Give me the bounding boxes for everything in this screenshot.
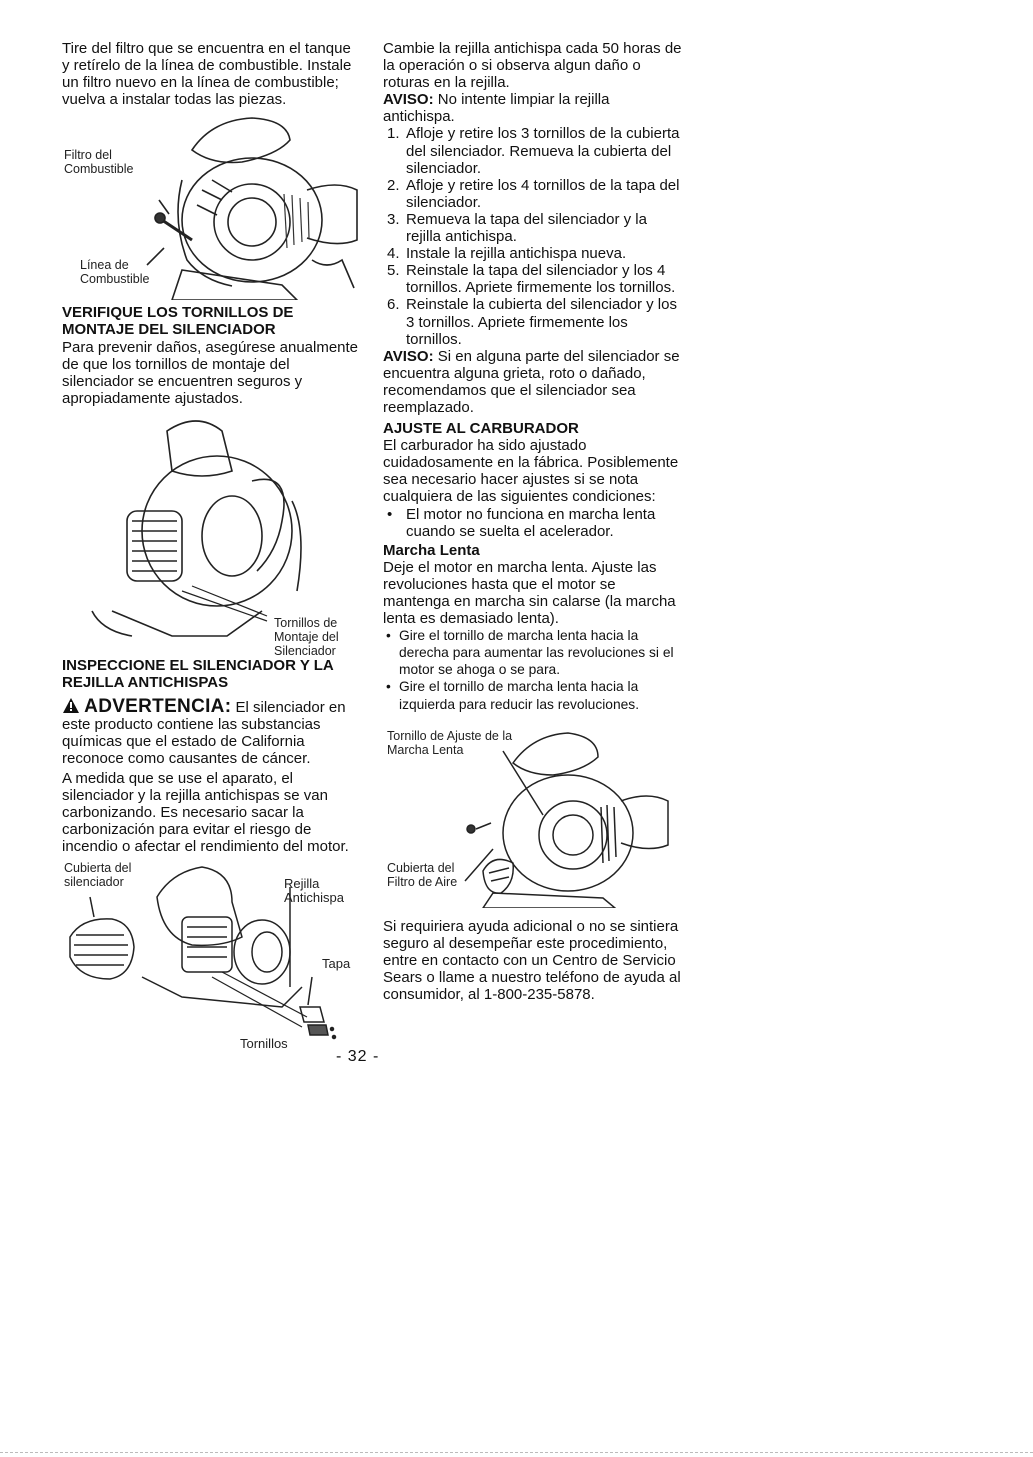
carburetor-paragraph: El carburador ha sido ajustado cuidadosamente en la fábrica. Posiblemente sea necesario hacer ajustes si se nota cualquiera de las siguientes condiciones: — [383, 437, 679, 506]
warning-title: ADVERTENCIA: — [84, 696, 232, 718]
list-item: 1. Afloje y retire los 3 tornillos de la cubierta del silenciador. Remueva la cubierta del silenciador. — [387, 125, 680, 177]
carbon-buildup-paragraph: A medida que se use el aparato, el silenciador y la rejilla antichispas se van carbonizando. Es necesario sacar la carbonización para evitar el riesgo de incendio o afectar el rendimiento del motor. — [62, 769, 349, 855]
check-muffler-screws-heading: VERIFIQUE LOS TORNILLOS DE MONTAJE DEL SILENCIADOR — [62, 304, 294, 339]
inspect-muffler-heading: INSPECCIONE EL SILENCIADOR Y LA REJILLA ANTICHISPAS — [62, 656, 334, 692]
fuel-filter-paragraph: Tire del filtro que se encuentra en el tanque y retírelo de la línea de combustible. Instale un filtro nuevo en la línea de combustible; vuelva a instalar todas las piezas. — [62, 40, 352, 109]
fuel-line-label: Línea de Combustible — [80, 258, 150, 287]
muffler-mounting-screws-label: Tornillos de Montaje del Silenciador — [274, 615, 339, 658]
notice-1-text: No intente limpiar la rejilla antichispa. — [383, 91, 610, 126]
list-item: • Gire el tornillo de marcha lenta hacia la izquierda para reducir las revoluciones. — [386, 679, 640, 712]
list-item: 2. Afloje y retire los 4 tornillos de la tapa del silenciador. — [387, 176, 680, 211]
idle-paragraph: Deje el motor en marcha lenta. Ajuste las revoluciones hasta que el motor se mantenga en marcha sin calarse (la marcha lenta es demasiado lenta). — [383, 558, 676, 628]
page-number: - 32 - — [336, 1048, 380, 1065]
list-item: 5. Reinstale la tapa del silenciador y los 4 tornillos. Apriete firmemente los tornillos. — [387, 262, 676, 297]
muffler-screws-illustration — [62, 411, 362, 651]
fuel-filter-label: Filtro del Combustible — [64, 148, 134, 177]
help-paragraph: Si requiriera ayuda adicional o no se sintiera seguro al desempeñar este procedimiento, entre en contacto con un Centro de Servicio Sears o llame a nuestro teléfono de ayuda al consumidor, al 1-800-235-5878. — [383, 917, 681, 1004]
carburetor-heading: AJUSTE AL CARBURADOR — [383, 420, 579, 438]
idle-adjust-list — [383, 627, 683, 712]
muffler-steps-list — [383, 125, 683, 347]
screws-label: Tornillos — [240, 1035, 288, 1051]
fuel-filter-figure — [62, 110, 362, 300]
warning-text: El silenciador en este producto contiene las substancias químicas que el estado de California reconoce como causantes de cáncer. — [62, 699, 346, 768]
idle-screw-figure — [383, 723, 683, 908]
idle-heading: Marcha Lenta — [383, 541, 480, 559]
notice-2-text: Si en alguna parte del silenciador se encuentra alguna grieta, roto o dañado, recomendamos que el silenciador sea reemplazado. — [383, 347, 680, 416]
warning-paragraph — [62, 697, 362, 767]
muffler-screws-figure — [62, 411, 362, 658]
right-column — [383, 40, 683, 1003]
warning-triangle-icon — [62, 697, 80, 714]
carburetor-conditions-list — [383, 506, 683, 540]
notice-1 — [383, 91, 683, 125]
idle-screw-label: Tornillo de Ajuste de la Marcha Lenta — [387, 728, 513, 757]
list-item: 6. Reinstale la cubierta del silenciador y los 3 tornillos. Apriete firmemente los tornillos. — [387, 296, 677, 348]
air-filter-cover-label: Cubierta del Filtro de Aire — [387, 860, 458, 889]
check-muffler-screws-paragraph: Para prevenir daños, asegúrese anualmente de que los tornillos de montaje del silenciador se encuentren seguros y apropiadamente ajustados. — [62, 338, 359, 407]
list-item: • El motor no funciona en marcha lenta cuando se suelta el acelerador. — [387, 505, 656, 540]
notice-1-label: AVISO: — [383, 91, 434, 109]
change-screen-paragraph: Cambie la rejilla antichispa cada 50 horas de la operación o si observa algun daño o roturas en la rejilla. — [383, 40, 682, 92]
list-item: 4. Instale la rejilla antichispa nueva. — [387, 245, 627, 263]
muffler-parts-figure — [62, 857, 362, 1057]
bottom-rule — [0, 1452, 1033, 1453]
muffler-cover-label: Cubierta del silenciador — [64, 860, 132, 889]
cap-label: Tapa — [322, 955, 351, 971]
spark-screen-label: Rejilla Antichispa — [284, 875, 344, 905]
left-column — [62, 40, 362, 1057]
list-item: 3. Remueva la tapa del silenciador y la rejilla antichispa. — [387, 210, 647, 246]
notice-2 — [383, 348, 683, 416]
notice-2-label: AVISO: — [383, 347, 434, 365]
list-item: • Gire el tornillo de marcha lenta hacia la derecha para aumentar las revoluciones si el motor se ahoga o se para. — [386, 628, 674, 678]
